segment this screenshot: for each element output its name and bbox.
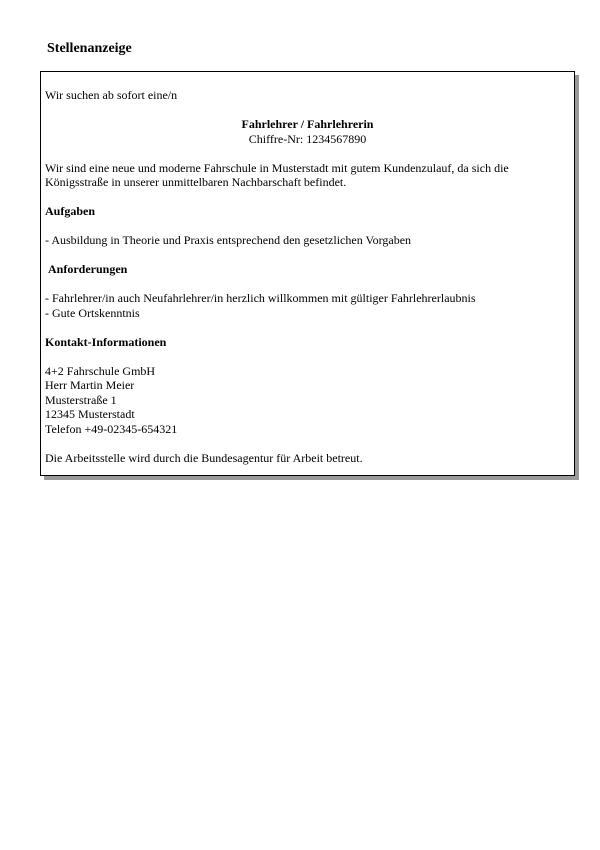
job-title-block: [45, 117, 570, 146]
tasks-heading: Aufgaben: [45, 204, 96, 218]
chiffre-number: Chiffre-Nr: 1234567890: [248, 131, 367, 146]
job-title: Fahrlehrer / Fahrlehrerin: [241, 117, 374, 131]
job-ad-box: [40, 71, 575, 476]
requirements-heading: Anforderungen: [48, 262, 128, 276]
contact-heading: Kontakt-Informationen: [45, 334, 167, 349]
intro-text: Wir suchen ab sofort eine/n: [45, 88, 178, 102]
contact-phone: Telefon +49-02345-654321: [45, 421, 178, 436]
contact-person: Herr Martin Meier: [45, 378, 135, 392]
requirement-item: - Fahrlehrer/in auch Neufahrlehrer/in herzlich willkommen mit gültiger Fahrlehrerlaubnis: [45, 291, 476, 305]
contact-company: 4+2 Fahrschule GmbH: [45, 363, 156, 378]
company-description: Wir sind eine neue und moderne Fahrschule in Musterstadt mit gutem Kundenzulauf, da sich die Königsstraße in unserer unmittelbaren Nachbarschaft befindet.: [45, 160, 509, 189]
contact-city: 12345 Musterstadt: [45, 407, 135, 421]
page-title: Stellenanzeige: [47, 41, 132, 56]
contact-street: Musterstraße 1: [45, 392, 117, 407]
task-item: - Ausbildung in Theorie und Praxis entsprechend den gesetzlichen Vorgaben: [45, 233, 412, 247]
footer-note: Die Arbeitsstelle wird durch die Bundesagentur für Arbeit betreut.: [45, 450, 363, 465]
requirement-item: - Gute Ortskenntnis: [45, 305, 140, 320]
